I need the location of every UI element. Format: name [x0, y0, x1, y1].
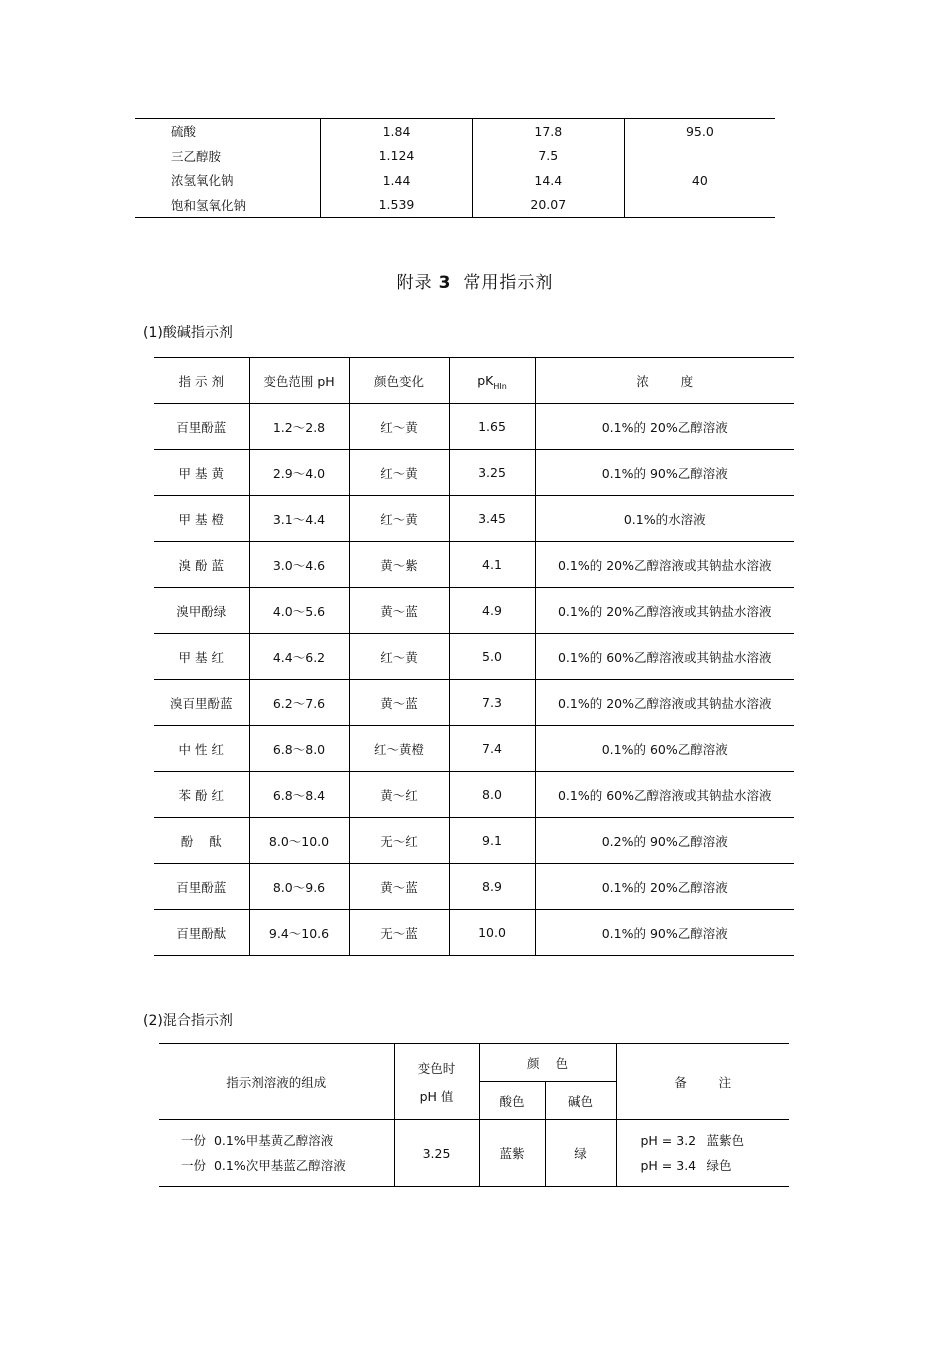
table-cell	[624, 144, 775, 169]
ph-range-cell: 8.0～10.0	[249, 818, 349, 864]
ph-range-cell: 3.0～4.6	[249, 542, 349, 588]
column-header-composition: 指示剂溶液的组成	[159, 1044, 394, 1120]
table-cell: 40	[624, 168, 775, 193]
concentration-cell: 0.1%的 20%乙醇溶液或其钠盐水溶液	[535, 588, 794, 634]
table-cell: 7.5	[472, 144, 624, 169]
concentration-cell: 0.1%的 20%乙醇溶液或其钠盐水溶液	[535, 542, 794, 588]
column-header-remark: 备 注	[616, 1044, 789, 1120]
substance-name: 硫酸	[171, 124, 197, 140]
table-row	[154, 588, 794, 634]
ph-range-cell: 6.8～8.4	[249, 772, 349, 818]
concentration-cell: 0.1%的 60%乙醇溶液	[535, 726, 794, 772]
color-change-cell: 红～黄	[349, 404, 449, 450]
concentration-cell: 0.2%的 90%乙醇溶液	[535, 818, 794, 864]
concentration-cell: 0.1%的 90%乙醇溶液	[535, 450, 794, 496]
substance-name: 三乙醇胺	[171, 148, 222, 164]
table-row	[154, 818, 794, 864]
table-row	[135, 168, 775, 193]
remark-line	[641, 1153, 790, 1178]
ph-range-cell: 3.1～4.4	[249, 496, 349, 542]
pk-cell: 8.9	[449, 864, 535, 910]
ph-header-line2: pH 值	[419, 1088, 454, 1104]
acid-base-indicator-table	[154, 357, 794, 956]
remark-color: 绿色	[706, 1158, 732, 1173]
page-title	[0, 268, 950, 293]
table-cell: 1.84	[321, 119, 473, 144]
acid-color-cell: 蓝紫	[479, 1120, 545, 1187]
color-change-cell: 红～黄橙	[349, 726, 449, 772]
indicator-cell: 百里酚酞	[176, 925, 227, 941]
table-cell: 1.124	[321, 144, 473, 169]
table-row	[154, 542, 794, 588]
table-cell: 95.0	[624, 119, 775, 144]
table-row	[154, 910, 794, 956]
concentration-cell: 0.1%的 20%乙醇溶液	[535, 864, 794, 910]
indicator-cell: 百里酚蓝	[154, 864, 249, 910]
color-change-cell: 黄～蓝	[349, 864, 449, 910]
column-header-concentration: 浓 度	[535, 358, 794, 404]
remark-color: 蓝紫色	[706, 1133, 745, 1148]
pk-cell: 10.0	[449, 910, 535, 956]
column-header-ph	[394, 1044, 479, 1120]
remark-line	[641, 1128, 790, 1153]
color-change-cell: 无～蓝	[349, 910, 449, 956]
ph-range-cell: 1.2～2.8	[249, 404, 349, 450]
column-header-range: 变色范围 pH	[249, 358, 349, 404]
column-header-color-change: 颜色变化	[349, 358, 449, 404]
table-row	[135, 144, 775, 169]
pk-cell: 3.45	[449, 496, 535, 542]
indicator-cell: 甲 基 橙	[154, 496, 249, 542]
table-cell: 1.539	[321, 193, 473, 218]
column-header-indicator: 指 示 剂	[154, 358, 249, 404]
pk-cell: 9.1	[449, 818, 535, 864]
concentration-cell: 0.1%的 60%乙醇溶液或其钠盐水溶液	[535, 634, 794, 680]
table-row	[154, 864, 794, 910]
appendix-title-text: 常用指示剂	[463, 273, 554, 293]
pk-cell: 5.0	[449, 634, 535, 680]
table-row	[154, 726, 794, 772]
ph-range-cell: 6.8～8.0	[249, 726, 349, 772]
indicator-cell: 溴百里酚蓝	[154, 680, 249, 726]
color-change-cell: 黄～紫	[349, 542, 449, 588]
table-row	[159, 1120, 789, 1187]
color-change-cell: 黄～蓝	[349, 588, 449, 634]
indicator-cell: 甲 基 黄	[154, 450, 249, 496]
ph-range-cell: 4.4～6.2	[249, 634, 349, 680]
color-change-cell: 红～黄	[349, 634, 449, 680]
base-color-cell: 绿	[545, 1120, 616, 1187]
column-header-pk	[449, 358, 535, 404]
composition-cell	[159, 1120, 394, 1187]
substance-name: 浓氢氧化钠	[171, 173, 234, 189]
table-row	[135, 193, 775, 218]
column-header-base-color: 碱色	[545, 1082, 616, 1120]
appendix-number: 3	[438, 273, 452, 293]
pk-cell: 4.9	[449, 588, 535, 634]
ph-range-cell: 9.4～10.6	[249, 910, 349, 956]
concentration-cell: 0.1%的水溶液	[535, 496, 794, 542]
appendix-prefix: 附录	[396, 273, 433, 293]
section-heading: (2)混合指示剂	[143, 1013, 233, 1029]
table-header-row	[159, 1044, 789, 1082]
table-cell: 14.4	[472, 168, 624, 193]
indicator-cell: 溴 酚 蓝	[154, 542, 249, 588]
composition-line: 一份 0.1%甲基黄乙醇溶液	[181, 1133, 334, 1148]
substance-name: 饱和氢氧化钠	[171, 197, 247, 213]
mixed-indicator-table	[159, 1043, 789, 1187]
table-header-row	[154, 358, 794, 404]
section-heading: (1)酸碱指示剂	[143, 325, 233, 341]
table-cell: 1.44	[321, 168, 473, 193]
table-row	[154, 496, 794, 542]
color-change-cell: 无～红	[349, 818, 449, 864]
pk-cell: 4.1	[449, 542, 535, 588]
concentration-cell: 0.1%的 20%乙醇溶液	[535, 404, 794, 450]
table-row	[154, 404, 794, 450]
ph-range-cell: 4.0～5.6	[249, 588, 349, 634]
concentration-cell: 0.1%的 20%乙醇溶液或其钠盐水溶液	[535, 680, 794, 726]
pk-cell: 3.25	[449, 450, 535, 496]
pk-cell: 8.0	[449, 772, 535, 818]
ph-range-cell: 6.2～7.6	[249, 680, 349, 726]
indicator-cell: 酚 酞	[154, 818, 249, 864]
pk-cell: 7.4	[449, 726, 535, 772]
indicator-cell: 甲 基 红	[154, 634, 249, 680]
table-cell: 17.8	[472, 119, 624, 144]
concentration-cell: 0.1%的 90%乙醇溶液	[535, 910, 794, 956]
ph-header-line1: 变色时	[417, 1060, 456, 1076]
table-row	[154, 634, 794, 680]
table-row	[154, 680, 794, 726]
table-cell	[624, 193, 775, 218]
column-header-color: 颜 色	[479, 1044, 616, 1082]
pk-cell: 7.3	[449, 680, 535, 726]
color-change-cell: 黄～红	[349, 772, 449, 818]
continuation-table	[135, 118, 775, 218]
pk-cell: 1.65	[449, 404, 535, 450]
ph-range-cell: 8.0～9.6	[249, 864, 349, 910]
indicator-cell: 中 性 红	[154, 726, 249, 772]
color-change-cell: 红～黄	[349, 496, 449, 542]
ph-cell: 3.25	[394, 1120, 479, 1187]
table-cell: 20.07	[472, 193, 624, 218]
pk-label: pK	[477, 373, 494, 388]
color-change-cell: 红～黄	[349, 450, 449, 496]
remark-ph: pH = 3.4	[640, 1158, 697, 1173]
concentration-cell: 0.1%的 60%乙醇溶液或其钠盐水溶液	[535, 772, 794, 818]
table-row	[135, 119, 775, 144]
indicator-cell: 百里酚蓝	[154, 404, 249, 450]
table-row	[154, 772, 794, 818]
color-change-cell: 黄～蓝	[349, 680, 449, 726]
pk-subscript: HIn	[493, 382, 507, 391]
composition-line: 一份 0.1%次甲基蓝乙醇溶液	[181, 1158, 346, 1173]
ph-range-cell: 2.9～4.0	[249, 450, 349, 496]
table-row	[154, 450, 794, 496]
remark-cell	[616, 1120, 789, 1187]
indicator-cell: 溴甲酚绿	[154, 588, 249, 634]
column-header-acid-color: 酸色	[479, 1082, 545, 1120]
remark-ph: pH = 3.2	[640, 1133, 697, 1148]
indicator-cell: 苯 酚 红	[154, 772, 249, 818]
